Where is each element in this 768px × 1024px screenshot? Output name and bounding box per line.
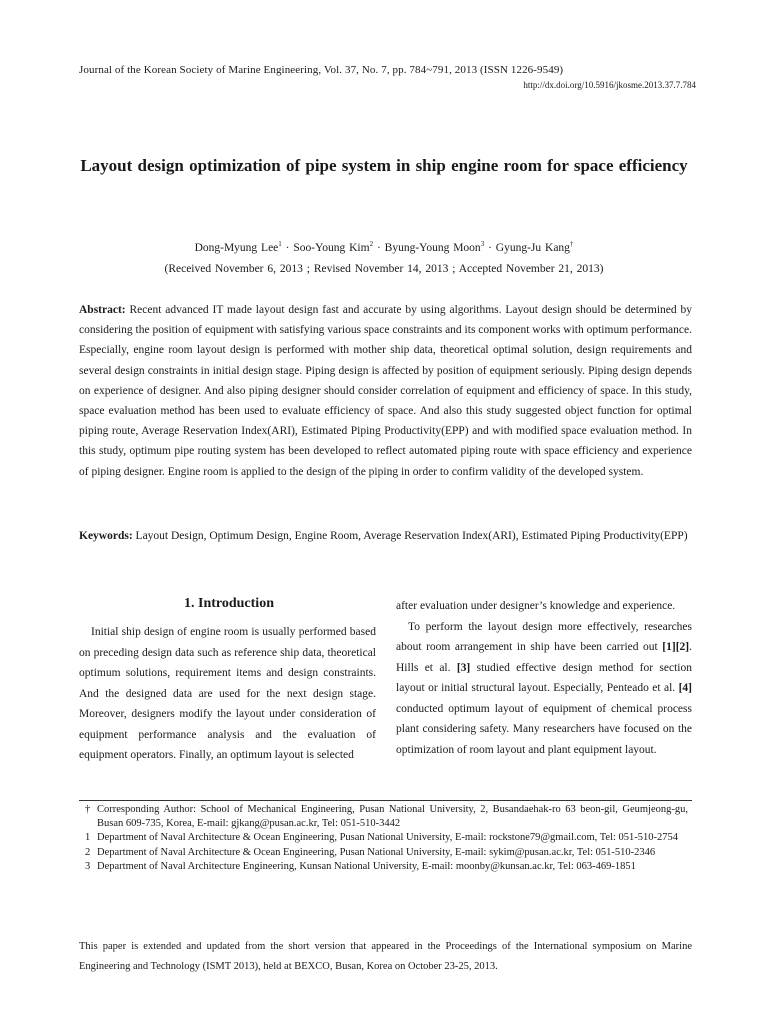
- footnote-mark: 2: [85, 846, 91, 858]
- abstract-label: Abstract:: [79, 304, 126, 316]
- body-column-left: [79, 622, 376, 766]
- section-heading-introduction: 1. Introduction: [184, 596, 274, 611]
- footnote-corresponding: [85, 803, 688, 831]
- footnote-divider: [79, 800, 692, 801]
- footnote-affiliation-2: [85, 846, 688, 860]
- author-separator: ·: [285, 241, 290, 254]
- doi-link[interactable]: http://dx.doi.org/10.5916/jkosme.2013.37.7.784: [523, 80, 696, 90]
- footnote-text: Department of Naval Architecture & Ocean Engineering, Pusan National University, E-mail: rockstone79@gmail.com, Tel: 051-510-2754: [97, 832, 679, 844]
- text-run: studied effective design method for section layout or initial structural layout. Especially, Penteado et al.: [396, 661, 692, 694]
- paragraph-continued: after evaluation under designer’s knowledge and experience.: [396, 600, 676, 612]
- text-run: conducted optimum layout of equipment of chemical process plant considering safety. Many researchers have focused on the optimization of room layout and plant equipment layout.: [396, 702, 692, 756]
- paragraph: Initial ship design of engine room is usually performed based on preceding design data such as reference ship data, theoretical optimum solutions, requirement items and design constraints. And the designed data are used for the next design stage. Moreover, designers modify the layout under consideration of equipment performance analysis and the evaluation of equipment operators. Finally, an optimum layout is selected: [79, 626, 376, 761]
- received-dates: (Received November 6, 2013 ; Revised November 14, 2013 ; Accepted November 21, 2013): [164, 263, 604, 275]
- text-run: . Hills et al.: [396, 641, 692, 674]
- text-run: To perform the layout design more effectively, researches about room arrangement in ship have been carried out: [396, 620, 692, 653]
- paper-title: Layout design optimization of pipe system in ship engine room for space efficiency: [80, 156, 688, 175]
- footnote-text: Corresponding Author: School of Mechanical Engineering, Pusan National University, 2, Busandaehak-ro 63 beon-gil, Geumjeong-gu, Busan 609-735, Korea, E-mail: gjkang@pusan.ac.kr, Tel: 051-510-3442: [97, 804, 688, 830]
- footnote-mark: †: [85, 804, 91, 815]
- author-name: Dong-Myung Lee: [194, 241, 279, 254]
- author-name: Byung-Young Moon: [384, 241, 481, 254]
- author-separator: ·: [376, 241, 381, 254]
- author-affiliation-mark: 2: [369, 240, 374, 248]
- keywords-text: Layout Design, Optimum Design, Engine Room, Average Reservation Index(ARI), Estimated Piping Productivity(EPP): [135, 530, 688, 542]
- author-affiliation-mark: †: [569, 240, 574, 248]
- footnote-affiliation-3: [85, 860, 688, 874]
- journal-citation: Journal of the Korean Society of Marine Engineering, Vol. 37, No. 7, pp. 784~791, 2013 (ISSN 1226-9549): [79, 64, 564, 76]
- author-name: Soo-Young Kim: [293, 241, 370, 254]
- footnotes: [85, 803, 688, 874]
- author-affiliation-mark: 3: [480, 240, 485, 248]
- footnote-text: Department of Naval Architecture & Ocean Engineering, Pusan National University, E-mail: sykim@pusan.ac.kr, Tel: 051-510-2346: [97, 846, 656, 858]
- footnote-affiliation-1: [85, 831, 688, 845]
- abstract-text: Recent advanced IT made layout design fast and accurate by using algorithms. Layout design should be determined by considering the position of equipment with satisfying various space constraints and its component works with optimum performance. Especially, engine room layout design is performed with mother ship data, theoretical optimal solution, design requirements and several design constraints in initial design stage. Piping design is affected by position of equipment seriously. Piping design depends on experience of designer. And also piping designer should consider correlation of equipment and efficiency of space. In this study, space evaluation method has been used to evaluate efficiency of space. And also this study suggested object function for optimal piping route, Average Reservation Index(ARI), Estimated Piping Productivity(EPP) and with modified space evaluation method. In this study, optimum pipe routing system has been developed to reflect automated piping route with space efficiency and experience of piping designer. Engine room is applied to the design of the piping in order to confirm validity of the developed system.: [79, 304, 692, 478]
- keywords: [79, 526, 692, 546]
- author-affiliation-mark: 1: [278, 240, 282, 248]
- citation-ref[interactable]: [1][2]: [662, 641, 690, 653]
- footnote-mark: 3: [85, 860, 91, 872]
- abstract: [79, 300, 692, 482]
- citation-ref[interactable]: [3]: [456, 661, 471, 674]
- footnote-text: Department of Naval Architecture Engineering, Kunsan National University, E-mail: moonby@kunsan.ac.kr, Tel: 063-469-1851: [97, 860, 636, 872]
- keywords-label: Keywords:: [79, 530, 133, 542]
- citation-ref[interactable]: [4]: [678, 682, 692, 694]
- publication-note: This paper is extended and updated from the short version that appeared in the Proceedings of the International symposium on Marine Engineering and Technology (ISMT 2013), held at BEXCO, Busan, Korea on October 23-25, 2013.: [79, 941, 692, 972]
- author-name: Gyung-Ju Kang: [495, 241, 570, 254]
- author-list: [0, 240, 768, 254]
- paragraph: [396, 617, 692, 761]
- author-separator: ·: [488, 241, 492, 254]
- footnote-mark: 1: [85, 832, 91, 844]
- body-column-right: [396, 596, 692, 760]
